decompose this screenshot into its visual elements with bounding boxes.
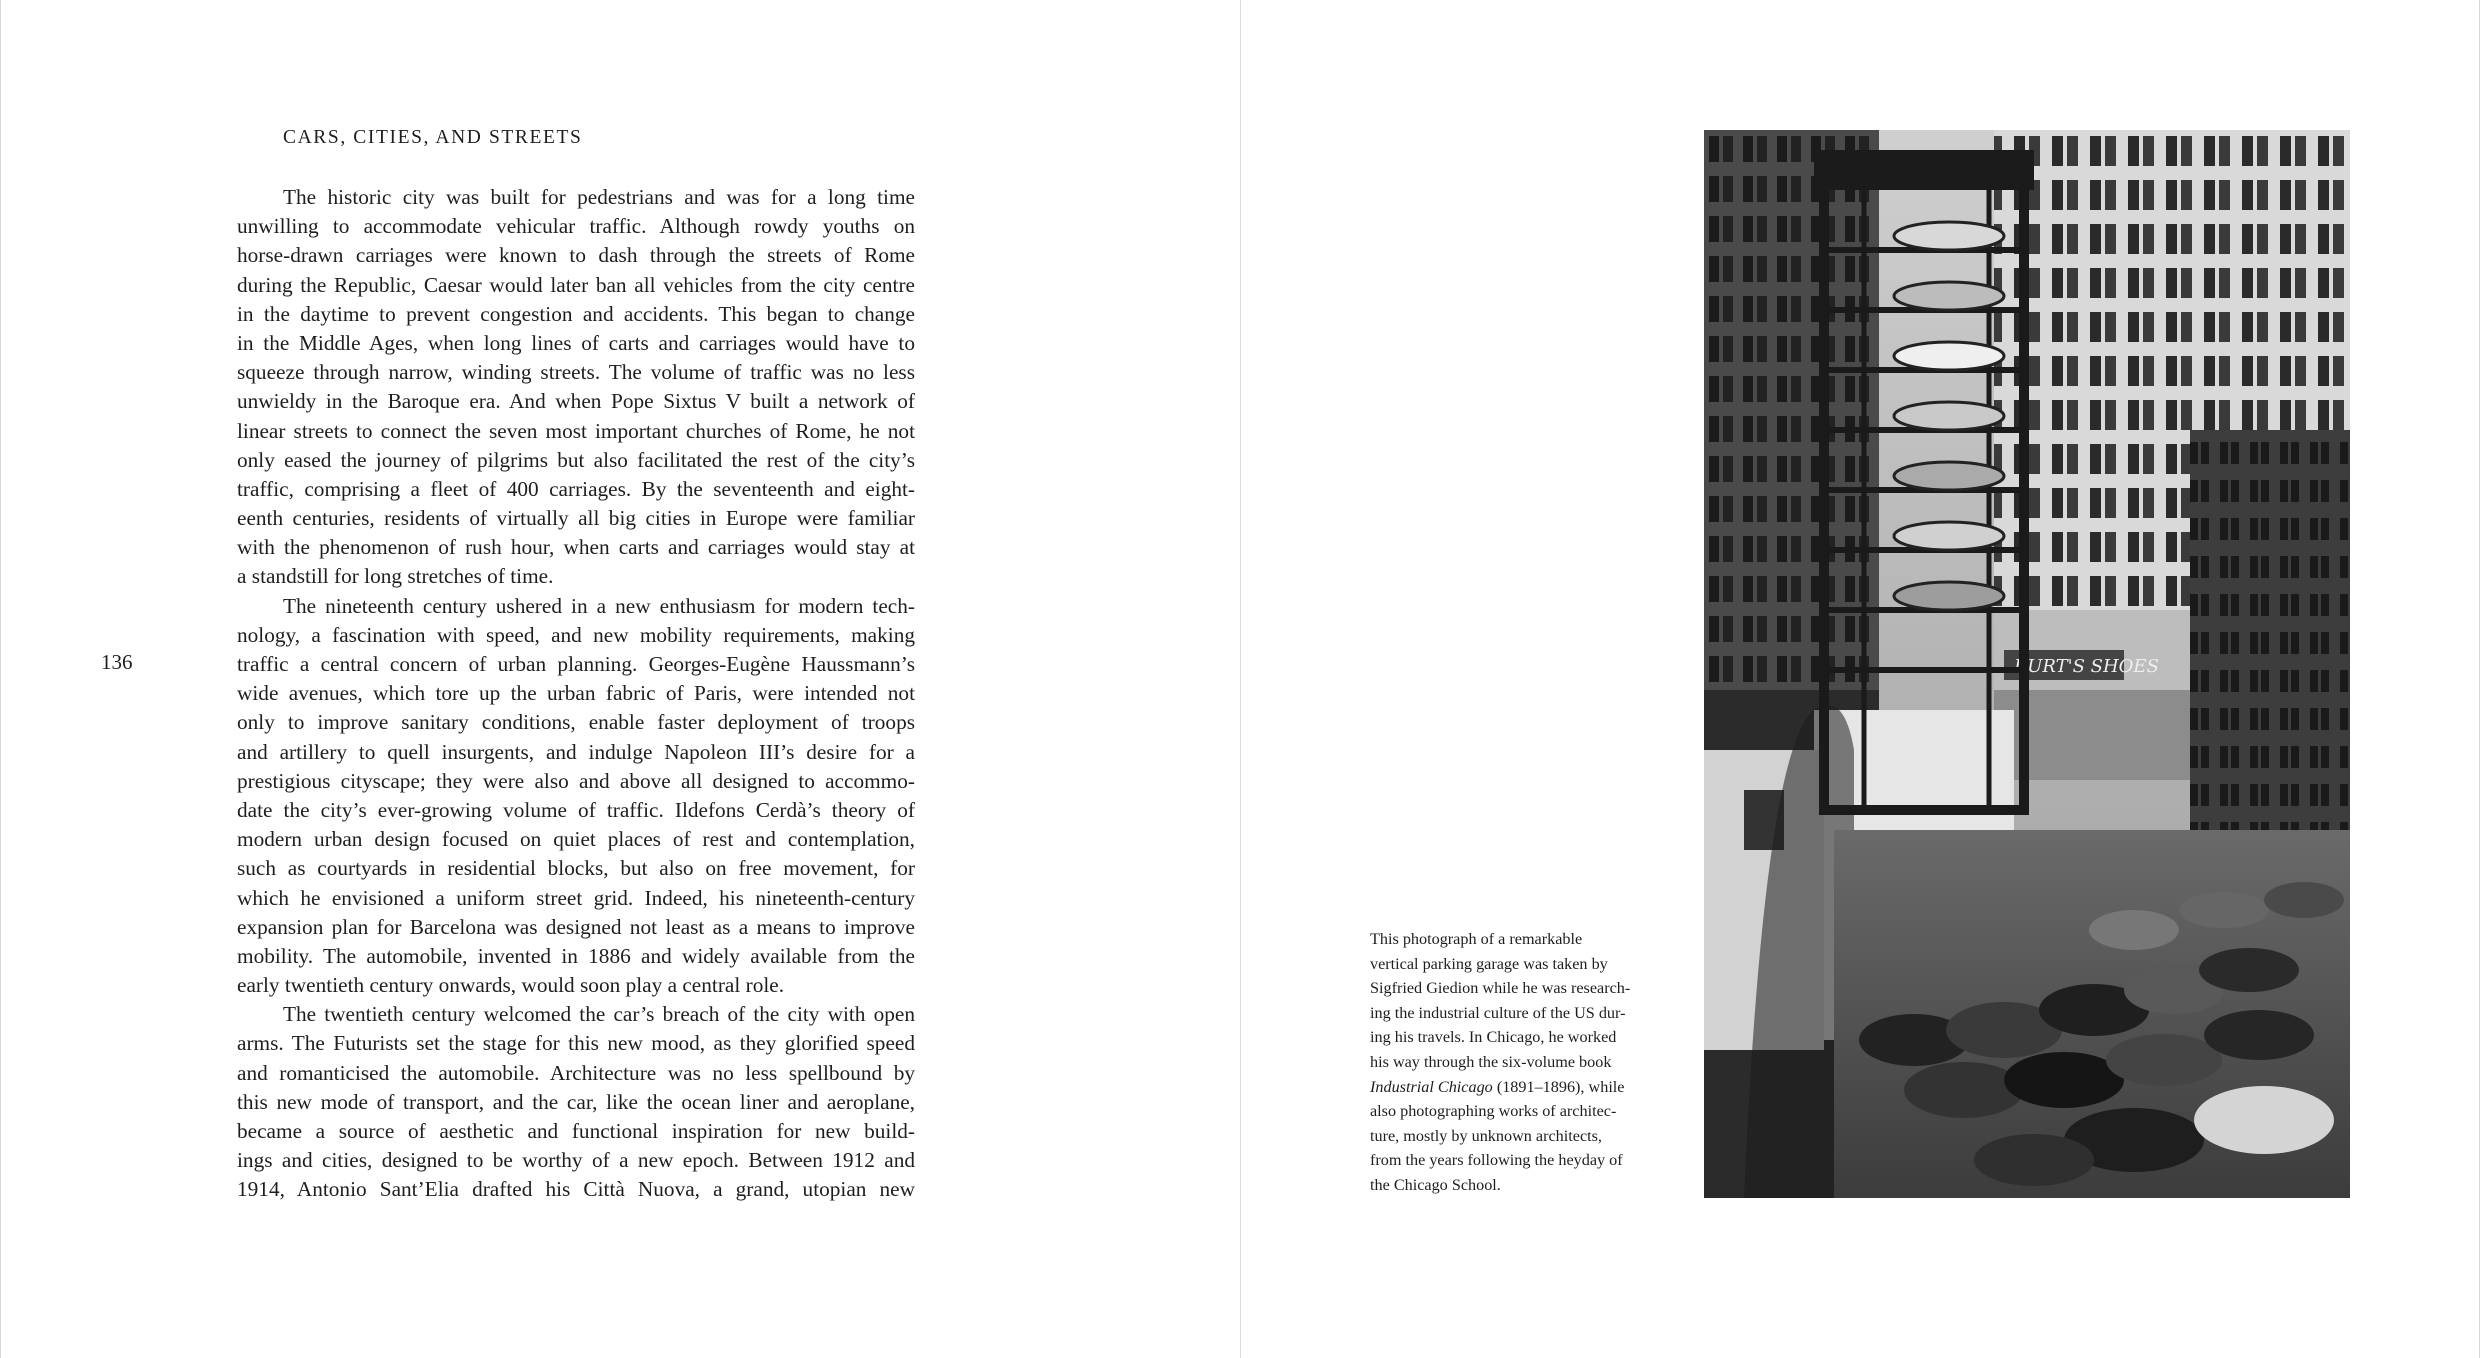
body-line: and romanticised the automobile. Architecture was no less spellbound by — [237, 1060, 915, 1085]
caption-line-rest: (1891–1896), while — [1496, 1077, 1625, 1096]
caption-book-title: Industrial Chicago — [1370, 1077, 1493, 1096]
caption-line: vertical parking garage was taken by — [1370, 954, 1608, 973]
caption-line: Sigfried Giedion while he was research- — [1370, 979, 1631, 998]
vertical-parking-garage-photo — [1704, 130, 2350, 1198]
running-head: CARS, CITIES, AND STREETS — [283, 127, 583, 148]
caption-line: his way through the six-volume book — [1370, 1052, 1612, 1071]
body-line: which he envisioned a uniform street grid. Indeed, his nineteenth-century — [237, 885, 915, 910]
body-line: traffic, comprising a fleet of 400 carriages. By the seventeenth and eight- — [237, 476, 915, 501]
body-line: 1914, Antonio Sant’Elia drafted his Città Nuova, a grand, utopian new — [237, 1177, 915, 1202]
body-line: linear streets to connect the seven most important churches of Rome, he not — [237, 418, 915, 443]
body-line: became a source of aesthetic and functional inspiration for new build- — [237, 1119, 915, 1143]
body-line: eenth centuries, residents of virtually all big cities in Europe were familiar — [237, 506, 915, 531]
body-line: The nineteenth century ushered in a new enthusiasm for modern tech- — [283, 593, 915, 618]
body-line: modern urban design focused on quiet places of rest and contemplation, — [237, 827, 915, 852]
body-line: ings and cities, designed to be worthy of a new epoch. Between 1912 and — [237, 1148, 915, 1173]
body-line: nology, a fascination with speed, and new mobility requirements, making — [237, 622, 915, 647]
body-line: such as courtyards in residential blocks, but also on free movement, for — [237, 856, 915, 881]
caption-line: also photographing works of architec- — [1370, 1102, 1617, 1121]
body-line: this new mode of transport, and the car, like the ocean liner and aeroplane, — [237, 1089, 915, 1114]
body-line: mobility. The automobile, invented in 1886 and widely available from the — [237, 943, 915, 968]
body-line: and artillery to quell insurgents, and indulge Napoleon III’s desire for a — [237, 739, 915, 764]
body-line: arms. The Futurists set the stage for this new mood, as they glorified speed — [237, 1031, 915, 1056]
sign-burts-shoes: BURT'S SHOES — [2014, 656, 2159, 677]
body-line: a standstill for long stretches of time. — [237, 564, 554, 589]
book-gutter — [1240, 0, 1241, 1358]
caption-line: This photograph of a remarkable — [1370, 930, 1583, 948]
body-line: unwilling to accommodate vehicular traffic. Although rowdy youths on — [237, 214, 915, 239]
body-line: only to improve sanitary conditions, enable faster deployment of troops — [237, 710, 915, 735]
body-line: unwieldy in the Baroque era. And when Pope Sixtus V built a network of — [237, 389, 915, 414]
caption-line: from the years following the heyday of — [1370, 1151, 1623, 1170]
body-line: in the daytime to prevent congestion and accidents. This began to change — [237, 301, 915, 326]
body-line: prestigious cityscape; they were also and above all designed to accommo- — [237, 768, 915, 793]
body-line: expansion plan for Barcelona was designed not least as a means to improve — [237, 914, 915, 939]
body-line: during the Republic, Caesar would later ban all vehicles from the city centre — [237, 272, 915, 297]
body-line: horse-drawn carriages were known to dash through the streets of Rome — [237, 243, 915, 268]
photo-illustration — [1704, 130, 2350, 1198]
body-line: date the city’s ever-growing volume of traffic. Ildefons Cerdà’s theory of — [237, 797, 915, 822]
body-line: only eased the journey of pilgrims but also facilitated the rest of the city’s — [237, 447, 915, 472]
body-line: wide avenues, which tore up the urban fabric of Paris, were intended not — [237, 681, 915, 706]
caption-line: the Chicago School. — [1370, 1175, 1501, 1194]
caption-line: ing the industrial culture of the US dur- — [1370, 1003, 1626, 1022]
body-line: early twentieth century onwards, would soon play a central role. — [237, 973, 785, 998]
page-edge-left — [0, 0, 1, 1358]
photo-caption — [1370, 927, 1660, 1198]
caption-line: ture, mostly by unknown architects, — [1370, 1126, 1602, 1145]
body-line: with the phenomenon of rush hour, when carts and carriages would stay at — [237, 535, 915, 560]
body-line: traffic a central concern of urban planning. Georges-Eugène Haussmann’s — [237, 652, 915, 676]
body-text — [237, 183, 915, 1205]
caption-line: ing his travels. In Chicago, he worked — [1370, 1028, 1617, 1047]
caption-line — [1370, 1075, 1660, 1100]
body-line: The historic city was built for pedestrians and was for a long time — [283, 185, 915, 209]
body-line: in the Middle Ages, when long lines of carts and carriages would have to — [237, 330, 915, 355]
body-line: squeeze through narrow, winding streets. The volume of traffic was no less — [237, 360, 915, 385]
body-line: The twentieth century welcomed the car’s breach of the city with open — [283, 1002, 915, 1027]
page-number: 136 — [101, 650, 133, 674]
